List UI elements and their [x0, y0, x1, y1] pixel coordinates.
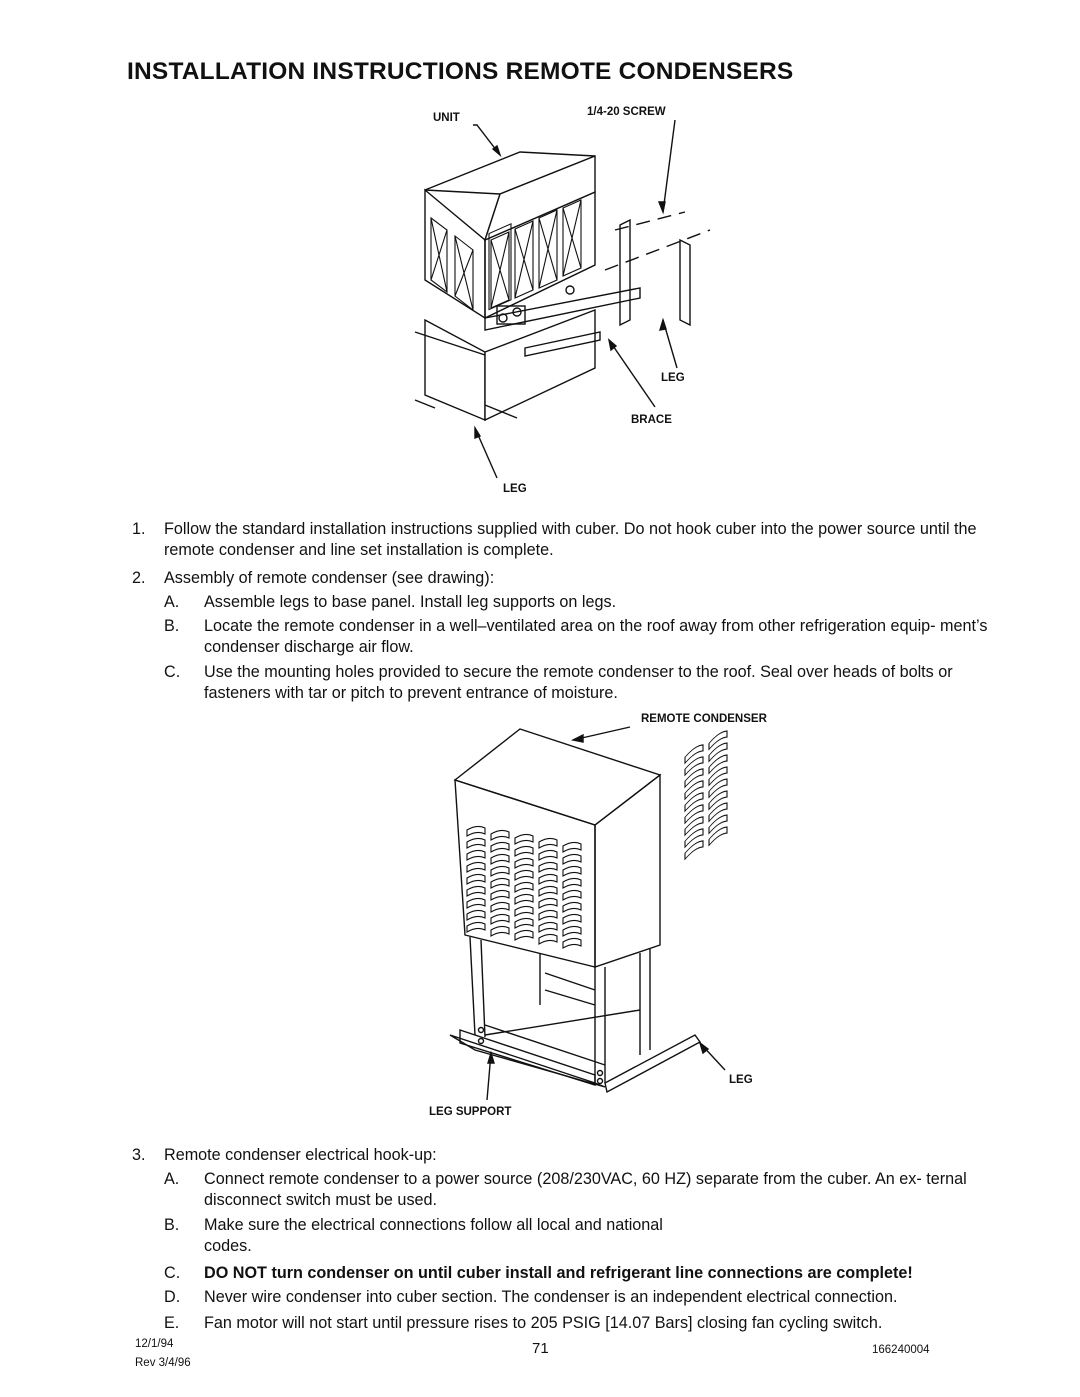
item-text: Assemble legs to base panel. Install leg supports on legs. [204, 593, 617, 611]
page-title: INSTALLATION INSTRUCTIONS REMOTE CONDENSERS [127, 58, 794, 85]
label-leg-right: LEG [661, 372, 685, 384]
label-leg-support: LEG SUPPORT [429, 1106, 512, 1118]
item-text-warning: DO NOT turn condenser on until cuber install and refrigerant line connections are complete! [204, 1264, 913, 1282]
item-letter: B. [164, 617, 180, 635]
label-unit: UNIT [433, 112, 460, 124]
step-3 [132, 1145, 1002, 1166]
item-letter: E. [164, 1314, 180, 1332]
label-screw: 1/4-20 SCREW [587, 106, 666, 118]
figure-remote-condenser-diagram [395, 705, 805, 1125]
step-text: Assembly of remote condenser (see drawing): [164, 569, 495, 587]
step-3a [164, 1169, 1004, 1211]
step-1 [132, 519, 1002, 561]
step-text: Remote condenser electrical hook-up: [164, 1146, 437, 1164]
item-text: Never wire condenser into cuber section. The condenser is an independent electrical connection. [204, 1288, 898, 1306]
item-letter: C. [164, 663, 181, 681]
item-text: Make sure the electrical connections follow all local and national codes. [204, 1216, 663, 1255]
label-brace: BRACE [631, 414, 672, 426]
item-letter: D. [164, 1288, 181, 1306]
item-text: Connect remote condenser to a power source (208/230VAC, 60 HZ) separate from the cuber. An ex- ternal disconnect switch must be used. [204, 1170, 967, 1209]
step-number: 1. [132, 520, 146, 538]
label-leg-bottom: LEG [503, 483, 527, 495]
step-number: 3. [132, 1146, 146, 1164]
step-number: 2. [132, 569, 146, 587]
item-letter: A. [164, 593, 180, 611]
item-text: Fan motor will not start until pressure rises to 205 PSIG [14.07 Bars] closing fan cycling switch. [204, 1314, 883, 1332]
item-letter: A. [164, 1170, 180, 1188]
item-letter: C. [164, 1264, 181, 1282]
step-3d [164, 1287, 1004, 1308]
step-2c [164, 662, 1004, 704]
page-number: 71 [532, 1340, 549, 1357]
step-2 [132, 568, 1002, 589]
item-letter: B. [164, 1216, 180, 1234]
item-text: Use the mounting holes provided to secure the remote condenser to the roof. Seal over heads of bolts or fasteners with tar or pitch to prevent entrance of moisture. [204, 663, 953, 702]
label-leg: LEG [729, 1074, 753, 1086]
label-remote-condenser: REMOTE CONDENSER [641, 713, 767, 725]
footer-date: 12/1/94 [135, 1338, 174, 1350]
step-3c [164, 1263, 1004, 1284]
step-3b [164, 1215, 684, 1257]
document-number: 166240004 [872, 1344, 930, 1356]
item-text: Locate the remote condenser in a well–ventilated area on the roof away from other refrigeration equip- ment’s condenser discharge air flow. [204, 617, 988, 656]
step-text: Follow the standard installation instructions supplied with cuber. Do not hook cuber into the power source until the remote condenser and line set installation is complete. [164, 520, 977, 559]
step-2a [164, 592, 1004, 613]
footer-revision: Rev 3/4/96 [135, 1357, 191, 1369]
step-2b [164, 616, 1004, 658]
figure-unit-legs-diagram [405, 100, 745, 500]
step-3e [164, 1313, 1004, 1334]
